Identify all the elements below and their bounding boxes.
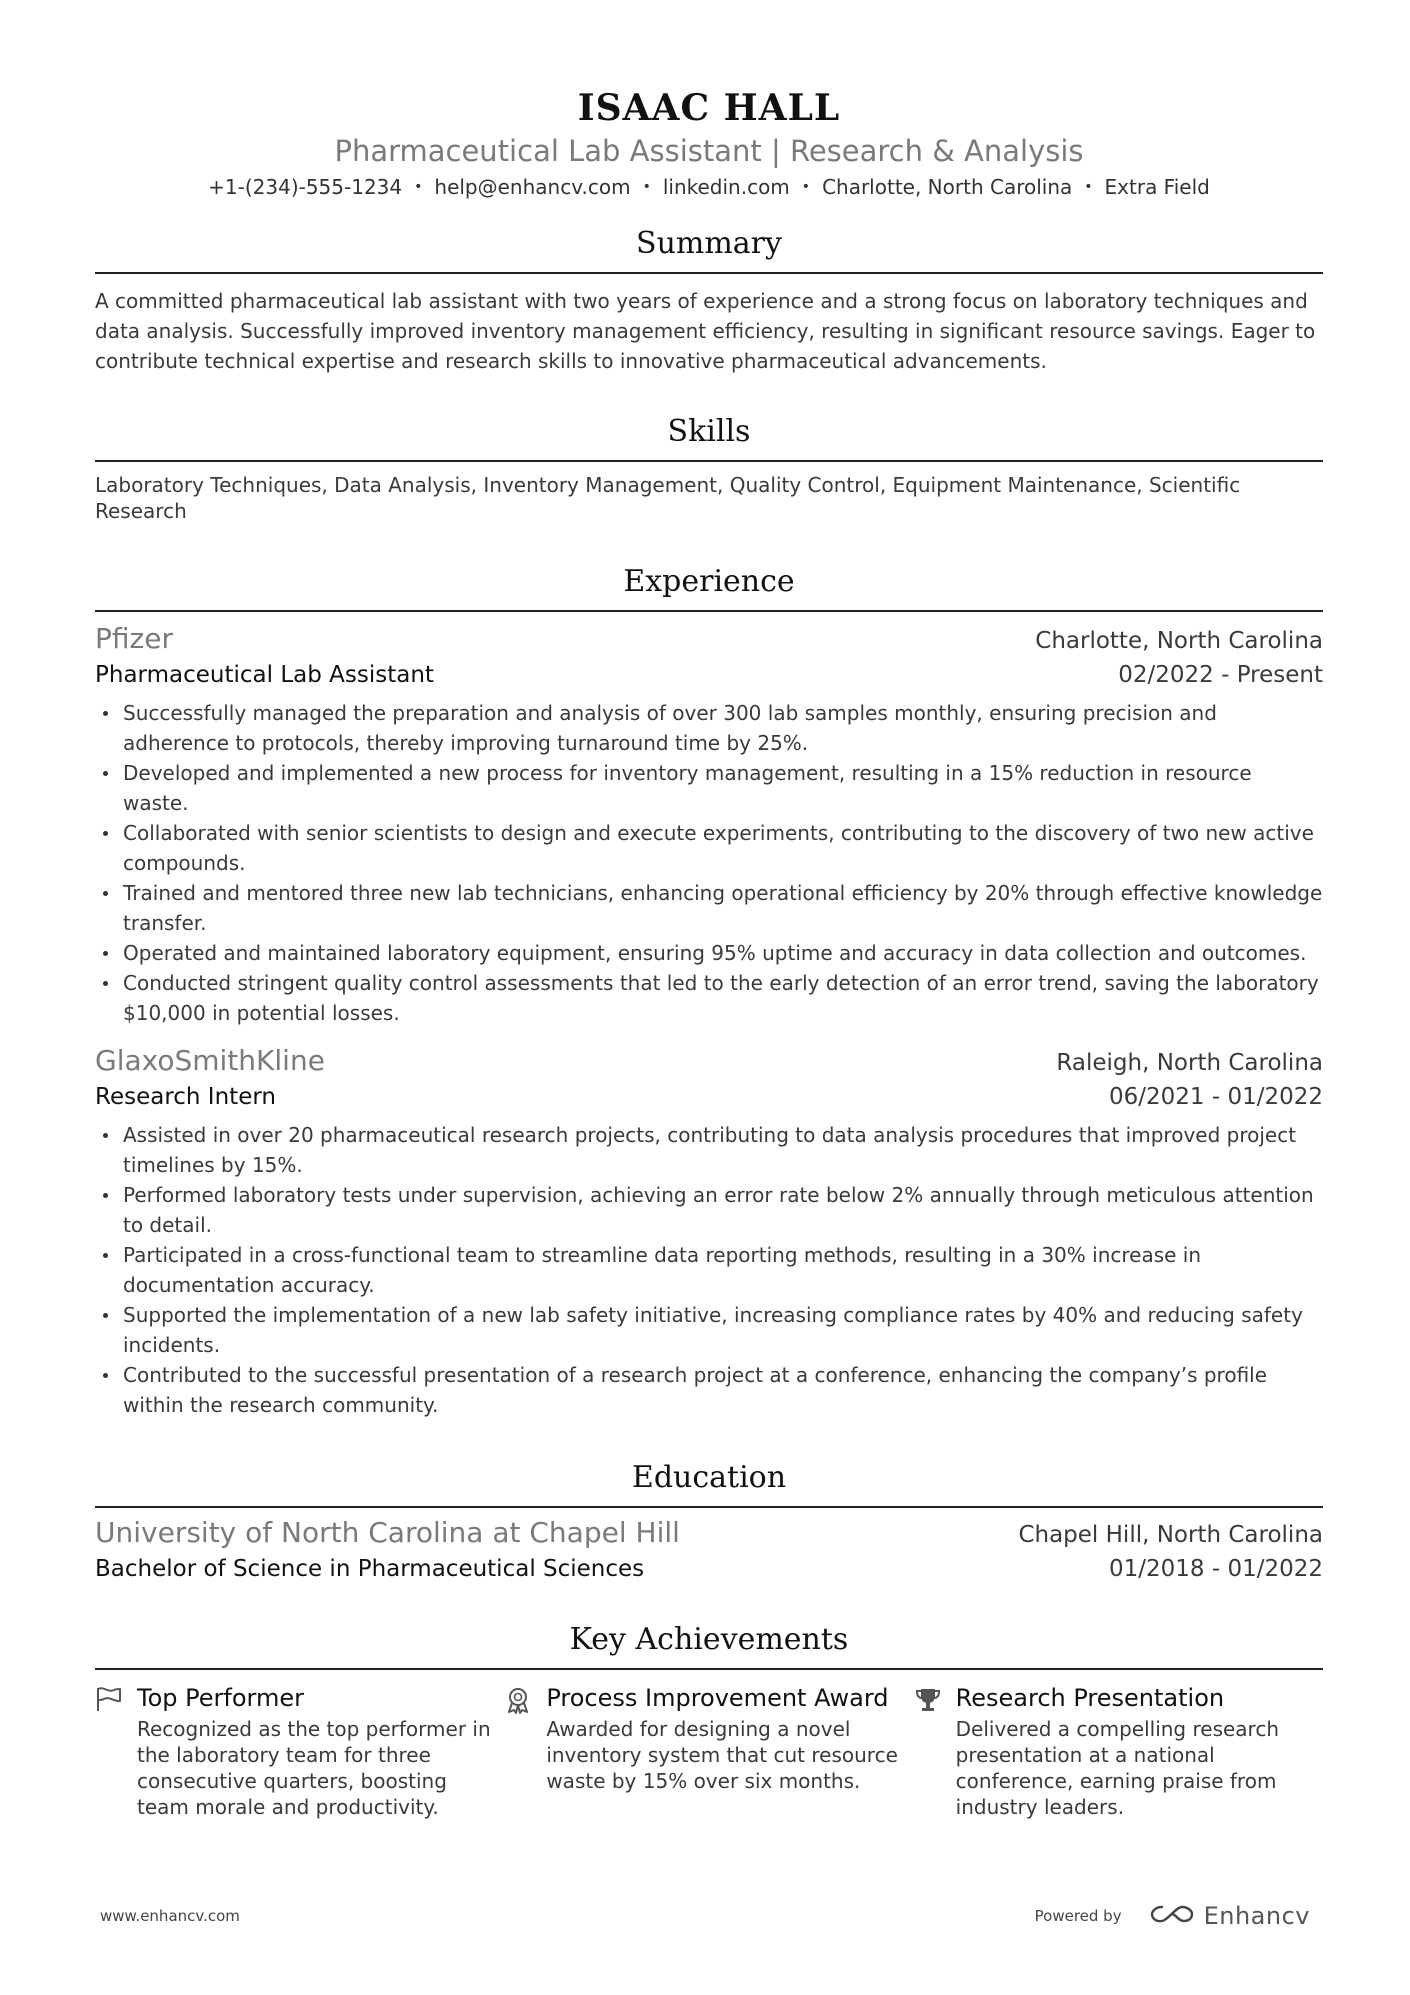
bullet-item: Participated in a cross-functional team to streamline data reporting methods, resulting in a 30% increase in documentation accuracy.: [95, 1240, 1323, 1300]
education-dates: 01/2018 - 01/2022: [1108, 1556, 1323, 1582]
company-name: Pfizer: [95, 622, 173, 655]
achievement-desc: Delivered a compelling research presentation at a national conference, earning praise from industry leaders.: [955, 1717, 1280, 1819]
summary-heading: Summary: [636, 226, 782, 261]
job-title: Pharmaceutical Lab Assistant: [95, 662, 434, 688]
bullet-item: Developed and implemented a new process for inventory management, resulting in a 15% reduction in resource waste.: [95, 758, 1323, 818]
education-section: [95, 1458, 1323, 1586]
job-bullets: [95, 698, 1323, 1028]
degree-title: Bachelor of Science in Pharmaceutical Sciences: [95, 1556, 645, 1582]
bullet-item: Operated and maintained laboratory equipment, ensuring 95% uptime and accuracy in data collection and outcomes.: [95, 938, 1323, 968]
bullet-item: Collaborated with senior scientists to design and execute experiments, contributing to the discovery of two new active compounds.: [95, 818, 1323, 878]
achievements-heading: Key Achievements: [569, 1622, 849, 1657]
achievement-title: Research Presentation: [955, 1684, 1225, 1712]
bullet-item: Assisted in over 20 pharmaceutical research projects, contributing to data analysis procedures that improved project timelines by 15%.: [95, 1120, 1323, 1180]
bullet-item: Performed laboratory tests under supervision, achieving an error rate below 2% annually through meticulous attention to detail.: [95, 1180, 1323, 1240]
page-footer: [100, 1902, 1310, 1930]
candidate-name: ISAAC HALL: [577, 87, 841, 129]
candidate-headline: Pharmaceutical Lab Assistant | Research & Analysis: [334, 134, 1084, 168]
education-heading: Education: [631, 1460, 787, 1495]
summary-text: A committed pharmaceutical lab assistant with two years of experience and a strong focus on laboratory techniques and data analysis. Successfully improved inventory management efficiency, resulting in significant resource savings. Eager to contribute technical expertise and research skills to innovative pharmaceutical advancements.: [95, 289, 1316, 373]
bullet-item: Trained and mentored three new lab technicians, enhancing operational efficiency by 20% through effective knowledge transfer.: [95, 878, 1323, 938]
achievement-title: Process Improvement Award: [546, 1684, 889, 1712]
skills-heading: Skills: [667, 414, 751, 449]
achievement-desc: Awarded for designing a novel inventory system that cut resource waste by 15% over six months.: [546, 1717, 898, 1793]
extra-field-text: Extra Field: [1104, 175, 1210, 199]
job-dates: 02/2022 - Present: [1118, 662, 1323, 688]
section-divider: [95, 460, 1323, 462]
contact-separator: •: [801, 179, 811, 195]
job-dates: 06/2021 - 01/2022: [1108, 1084, 1323, 1110]
skills-text: Laboratory Techniques, Data Analysis, Inventory Management, Quality Control, Equipment Maintenance, Scientific Research: [95, 473, 1241, 523]
bullet-item: Contributed to the successful presentation of a research project at a conference, enhancing the company’s profile within the research community.: [95, 1360, 1323, 1420]
phone-text: +1-(234)-555-1234: [208, 175, 403, 199]
contact-separator: •: [642, 179, 651, 195]
bullet-item: Conducted stringent quality control assessments that led to the early detection of an error trend, saving the laboratory $10,000 in potential losses.: [95, 968, 1323, 1028]
achievement-desc: Recognized as the top performer in the laboratory team for three consecutive quarters, boosting team morale and productivity.: [137, 1717, 491, 1819]
achievement-item: [504, 1682, 913, 1820]
contact-separator: •: [1084, 179, 1093, 195]
skills-section: [95, 412, 1323, 524]
experience-heading: Experience: [623, 564, 795, 599]
section-divider: [95, 610, 1323, 612]
bullet-item: Supported the implementation of a new lab safety initiative, increasing compliance rates by 40% and reducing safety incidents.: [95, 1300, 1323, 1360]
trophy-icon: [914, 1682, 956, 1820]
contact-separator: •: [414, 179, 423, 195]
section-divider: [95, 272, 1323, 274]
achievements-section: [95, 1620, 1323, 1820]
achievement-item: [914, 1682, 1323, 1820]
experience-section: [95, 562, 1323, 1420]
website-link[interactable]: www.enhancv.com: [100, 1907, 240, 1925]
job-title: Research Intern: [95, 1084, 276, 1110]
linkedin-link[interactable]: linkedin.com: [662, 175, 790, 199]
brand-name: Enhancv: [1203, 1902, 1310, 1930]
location-text: Charlotte, North Carolina: [822, 175, 1073, 199]
flag-icon: [95, 1682, 137, 1820]
job-entry: [95, 620, 1323, 1028]
school-location: Chapel Hill, North Carolina: [1018, 1522, 1323, 1548]
section-divider: [95, 1668, 1323, 1670]
resume-header: [95, 0, 1323, 202]
contact-line: [95, 172, 1323, 202]
job-location: Charlotte, North Carolina: [1035, 628, 1323, 654]
summary-section: [95, 224, 1323, 376]
section-divider: [95, 1506, 1323, 1508]
email-link[interactable]: help@enhancv.com: [434, 175, 631, 199]
job-bullets: [95, 1120, 1323, 1420]
school-name: University of North Carolina at Chapel Hill: [95, 1516, 680, 1549]
enhancv-logo-icon: [1148, 1902, 1196, 1930]
achievement-title: Top Performer: [137, 1684, 304, 1712]
award-medal-icon: [504, 1682, 546, 1820]
powered-by-brand[interactable]: [1035, 1902, 1310, 1930]
company-name: GlaxoSmithKline: [95, 1044, 325, 1077]
bullet-item: Successfully managed the preparation and analysis of over 300 lab samples monthly, ensuring precision and adherence to protocols, thereby improving turnaround time by 25%.: [95, 698, 1323, 758]
resume-page: [95, 0, 1323, 1820]
job-entry: [95, 1042, 1323, 1420]
job-location: Raleigh, North Carolina: [1056, 1050, 1323, 1076]
powered-by-label: Powered by: [1034, 1907, 1122, 1925]
achievement-item: [95, 1682, 504, 1820]
